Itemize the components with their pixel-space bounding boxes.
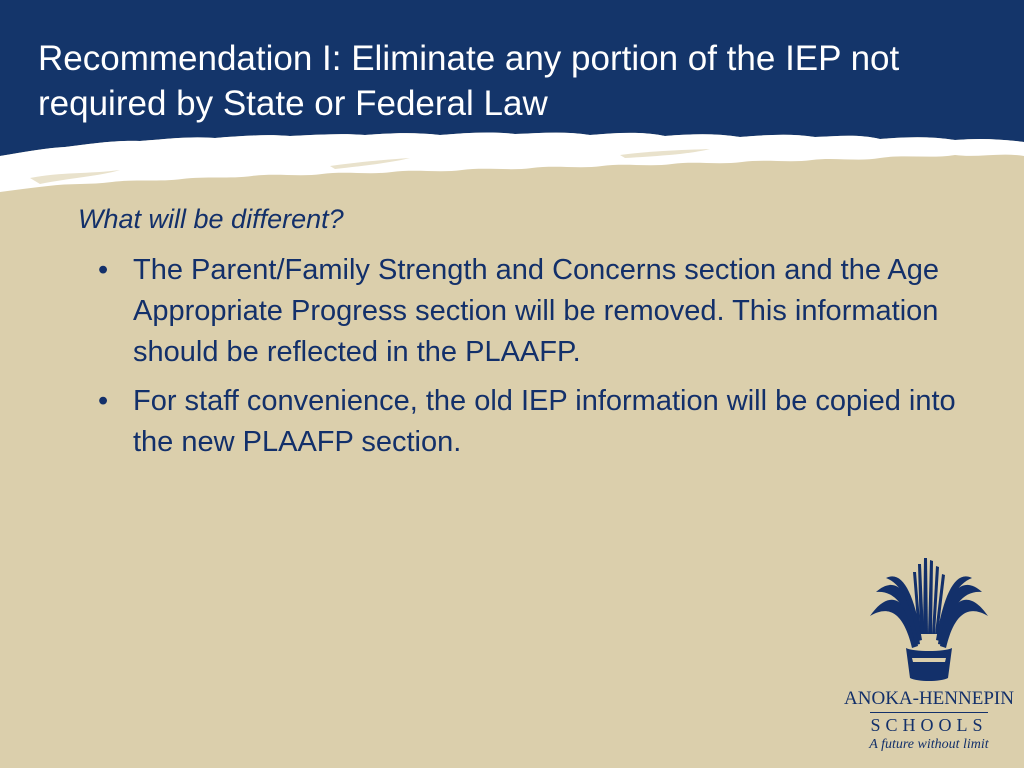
- bullet-list: [78, 250, 958, 463]
- logo-tagline: A future without limit: [869, 737, 989, 752]
- bullet-text: For staff convenience, the old IEP information will be copied into the new PLAAFP section.: [133, 385, 956, 458]
- logo-subtitle: SCHOOLS: [870, 715, 988, 735]
- reed-plant-logo-icon: [868, 556, 990, 684]
- anoka-hennepin-logo: [844, 556, 1014, 761]
- subheading: What will be different?: [78, 204, 344, 234]
- slide-content: [78, 200, 958, 471]
- bullet-text: The Parent/Family Strength and Concerns section and the Age Appropriate Progress section will be removed. This information should be reflected in the PLAAFP.: [133, 254, 940, 368]
- slide-title: Recommendation I: Eliminate any portion of the IEP not required by State or Federal Law: [38, 39, 900, 123]
- bullet-icon: •: [98, 254, 109, 286]
- logo-divider: [870, 712, 988, 713]
- bullet-item: [78, 250, 958, 373]
- bullet-item: [78, 381, 958, 463]
- logo-name: ANOKA-HENNEPIN: [844, 688, 1014, 709]
- bullet-icon: •: [98, 385, 109, 417]
